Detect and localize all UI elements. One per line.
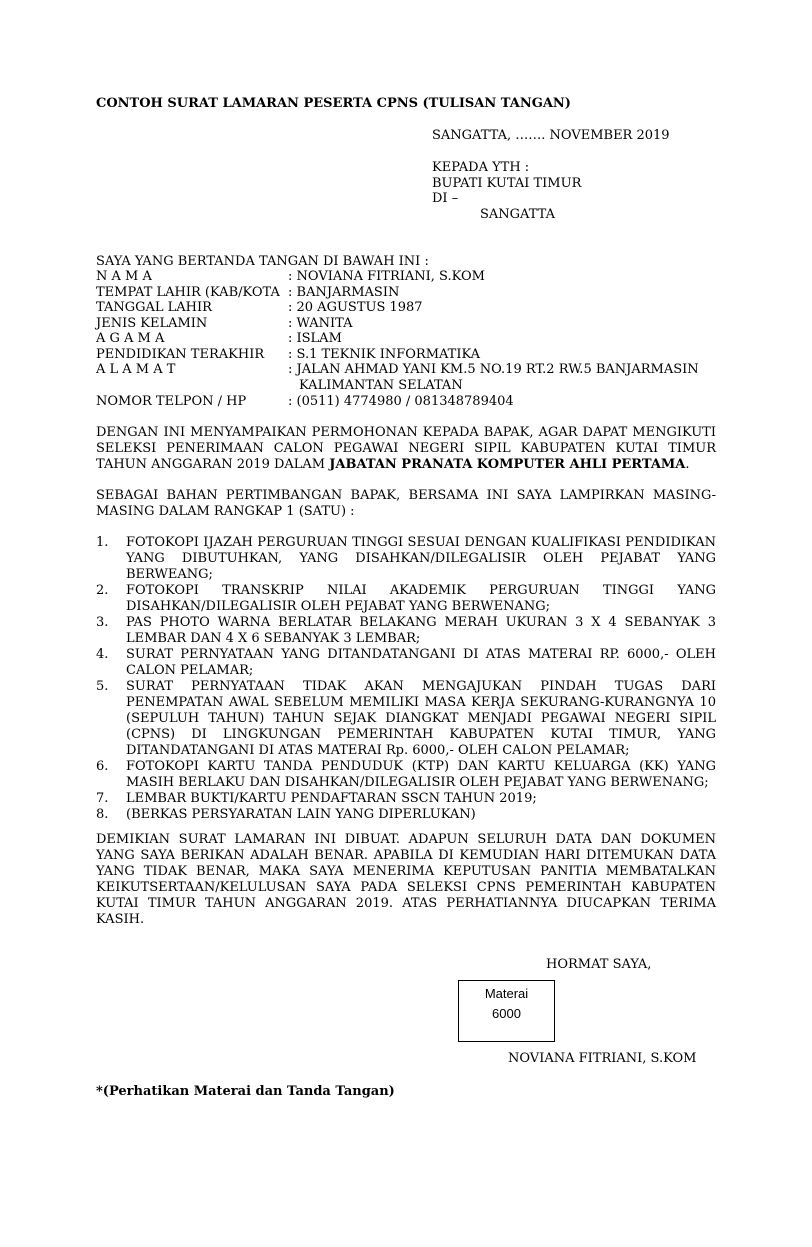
- field-value: : (0511) 4774980 / 081348789404: [288, 394, 514, 409]
- list-item: [96, 583, 716, 615]
- list-item: [96, 615, 716, 647]
- list-item: [96, 807, 716, 823]
- attachment-intro: SEBAGAI BAHAN PERTIMBANGAN BAPAK, BERSAMA INI SAYA LAMPIRKAN MASING-MASING DALAM RANGKAP 1 (SATU) :: [96, 488, 716, 519]
- item-text: PAS PHOTO WARNA BERLATAR BELAKANG MERAH UKURAN 3 X 4 SEBANYAK 3 LEMBAR DAN 4 X 6 SEBANYAK 3 LEMBAR;: [126, 615, 716, 646]
- signature-greeting: HORMAT SAYA,: [546, 957, 652, 972]
- document-title: CONTOH SURAT LAMARAN PESERTA CPNS (TULISAN TANGAN): [96, 96, 571, 111]
- item-text: LEMBAR BUKTI/KARTU PENDAFTARAN SSCN TAHUN 2019;: [126, 791, 537, 806]
- item-text: FOTOKOPI IJAZAH PERGURUAN TINGGI SESUAI DENGAN KUALIFIKASI PENDIDIKAN YANG DIBUTUHKAN, YANG DISAHKAN/DILEGALISIR OLEH PEJABAT YANG BERWEANG;: [126, 535, 716, 582]
- place-date: SANGATTA, ……. NOVEMBER 2019: [432, 128, 670, 143]
- footnote: *(Perhatikan Materai dan Tanda Tangan): [96, 1084, 395, 1099]
- application-text: DENGAN INI MENYAMPAIKAN PERMOHONAN KEPADA BAPAK, AGAR DAPAT MENGIKUTI SELEKSI PENERIMAAN CALON PEGAWAI NEGERI SIPIL KABUPATEN KUTAI TIMUR TAHUN ANGGARAN 2019 DALAM: [96, 425, 716, 472]
- item-number: 5.: [96, 679, 109, 694]
- position-title: JABATAN PRANATA KOMPUTER AHLI PERTAMA: [329, 457, 686, 472]
- field-value: : NOVIANA FITRIANI, S.KOM: [288, 269, 485, 284]
- list-item: [96, 679, 716, 759]
- field-label: A L A M A T: [96, 362, 176, 377]
- field-label: TANGGAL LAHIR: [96, 300, 212, 315]
- signatory-name: NOVIANA FITRIANI, S.KOM: [508, 1051, 697, 1066]
- item-number: 6.: [96, 759, 109, 774]
- field-value: : JALAN AHMAD YANI KM.5 NO.19 RT.2 RW.5 BANJARMASIN: [288, 362, 699, 377]
- recipient-line-2: BUPATI KUTAI TIMUR: [432, 176, 582, 191]
- item-number: 8.: [96, 807, 109, 822]
- item-number: 7.: [96, 791, 109, 806]
- field-value: : 20 AGUSTUS 1987: [288, 300, 423, 315]
- stamp-value: 6000: [492, 1006, 521, 1021]
- item-number: 1.: [96, 535, 109, 550]
- item-text: FOTOKOPI KARTU TANDA PENDUDUK (KTP) DAN KARTU KELUARGA (KK) YANG MASIH BERLAKU DAN DISAHKAN/DILEGALISIR OLEH PEJABAT YANG BERWENANG;: [126, 759, 716, 790]
- recipient-line-4: SANGATTA: [480, 207, 555, 222]
- field-value: : BANJARMASIN: [288, 285, 400, 300]
- field-value: : S.1 TEKNIK INFORMATIKA: [288, 347, 481, 362]
- field-value: : ISLAM: [288, 331, 342, 346]
- closing-paragraph: DEMIKIAN SURAT LAMARAN INI DIBUAT. ADAPUN SELURUH DATA DAN DOKUMEN YANG SAYA BERIKAN ADALAH BENAR. APABILA DI KEMUDIAN HARI DITEMUKAN DATA YANG TIDAK BENAR, MAKA SAYA MENERIMA KEPUTUSAN PANITIA MEMBATALKAN KEIKUTSERTAAN/KELULUSAN SAYA PADA SELEKSI CPNS PEMERINTAH KABUPATEN KUTAI TIMUR TAHUN ANGGARAN 2019. ATAS PERHATIANNYA DIUCAPKAN TERIMA KASIH.: [96, 832, 716, 927]
- field-value: KALIMANTAN SELATAN: [299, 378, 463, 393]
- recipient-line-1: KEPADA YTH :: [432, 160, 530, 175]
- field-label: NOMOR TELPON / HP: [96, 394, 247, 409]
- field-value: : WANITA: [288, 316, 353, 331]
- item-number: 2.: [96, 583, 109, 598]
- field-label: N A M A: [96, 269, 152, 284]
- item-text: SURAT PERNYATAAN YANG DITANDATANGANI DI ATAS MATERAI RP. 6000,- OLEH CALON PELAMAR;: [126, 647, 716, 678]
- list-item: [96, 759, 716, 791]
- field-label: A G A M A: [96, 331, 165, 346]
- stamp-label: Materai: [484, 986, 529, 1001]
- list-item: [96, 647, 716, 679]
- list-item: [96, 535, 716, 583]
- item-number: 4.: [96, 647, 109, 662]
- item-text: (BERKAS PERSYARATAN LAIN YANG DIPERLUKAN): [126, 807, 476, 822]
- field-label: TEMPAT LAHIR (KAB/KOTA: [96, 285, 280, 300]
- field-label: JENIS KELAMIN: [96, 316, 208, 331]
- application-end: .: [685, 457, 690, 472]
- recipient-line-3: DI –: [432, 191, 459, 206]
- item-text: SURAT PERNYATAAN TIDAK AKAN MENGAJUKAN PINDAH TUGAS DARI PENEMPATAN AWAL SEBELUM MEMILIKI MASA KERJA SEKURANG-KURANGNYA 10 (SEPULUH TAHUN) TAHUN SEJAK DIANGKAT MENJADI PEGAWAI NEGERI SIPIL (CPNS) DI LINGKUNGAN PEMERINTAH KABUPATEN KUTAI TIMUR, YANG DITANDATANGANI DI ATAS MATERAI Rp. 6000,- OLEH CALON PELAMAR;: [126, 679, 716, 758]
- list-item: [96, 791, 716, 807]
- field-label: PENDIDIKAN TERAKHIR: [96, 347, 265, 362]
- item-number: 3.: [96, 615, 109, 630]
- stamp-duty-box: [458, 980, 555, 1042]
- item-text: FOTOKOPI TRANSKRIP NILAI AKADEMIK PERGURUAN TINGGI YANG DISAHKAN/DILEGALISIR OLEH PEJABAT YANG BERWENANG;: [126, 583, 716, 614]
- intro-text: SAYA YANG BERTANDA TANGAN DI BAWAH INI :: [96, 254, 429, 269]
- attachment-list: [96, 535, 716, 823]
- application-paragraph: [96, 425, 716, 473]
